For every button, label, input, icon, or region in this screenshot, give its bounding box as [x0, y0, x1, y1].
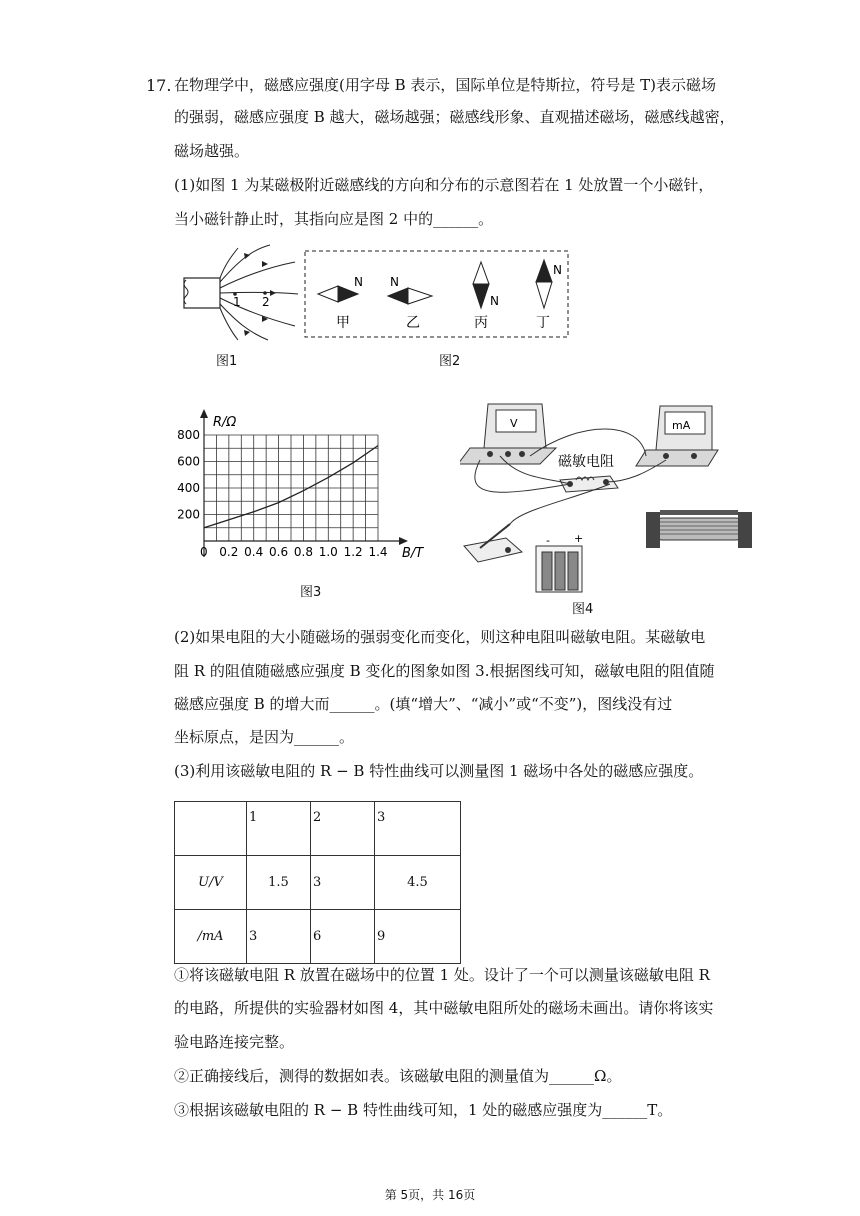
page-footer: 第 5页，共 16页	[384, 1188, 476, 1202]
intro-line-3: 磁场越强。	[174, 142, 250, 160]
table-row	[175, 910, 461, 964]
step1-line-1: ①将该磁敏电阻 R 放置在磁场中的位置 1 处。设计了一个可以测量该磁敏电阻 R	[174, 966, 710, 984]
x-tick-label: 0	[200, 545, 208, 559]
part1-line-1: (1)如图 1 为某磁极附近磁感线的方向和分布的示意图若在 1 处放置一个小磁针，	[174, 176, 714, 194]
svg-text:-: -	[546, 534, 550, 547]
table-cell	[175, 802, 247, 856]
part2-line-2: 阻 R 的阻值随磁感应强度 B 变化的图象如图 3.根据图线可知，磁敏电阻的阻值随	[174, 662, 715, 680]
svg-text:乙: 乙	[406, 315, 420, 331]
x-tick-label: 0.2	[219, 545, 239, 559]
x-tick-label: 1.0	[318, 545, 338, 559]
figure-2-compass-options	[304, 250, 569, 340]
x-axis-label: B/T	[402, 546, 424, 561]
figure-3-caption: 图3	[300, 585, 322, 600]
svg-text:mA: mA	[672, 419, 691, 432]
figure-3-rb-chart	[176, 405, 436, 565]
y-axis-label: R/Ω	[213, 415, 237, 430]
step2-line: ②正确接线后，测得的数据如表。该磁敏电阻的测量值为______Ω。	[174, 1067, 622, 1085]
measurement-table	[174, 801, 461, 964]
svg-text:甲: 甲	[336, 315, 350, 331]
table-cell: 1.5	[247, 856, 311, 910]
table-cell: 6	[311, 910, 375, 964]
wire-5	[510, 484, 610, 524]
table-cell: 3	[311, 856, 375, 910]
table-cell: 3	[247, 910, 311, 964]
table-header-row	[175, 802, 461, 856]
y-tick-label: 600	[177, 454, 200, 469]
figure-4-circuit-equipment	[460, 400, 760, 600]
rheostat	[646, 510, 752, 548]
x-axis-arrow	[399, 537, 408, 545]
svg-text:丁: 丁	[536, 315, 550, 331]
figure-2-caption: 图2	[439, 354, 461, 369]
y-axis-arrow	[200, 409, 208, 418]
intro-line-2: 的强弱，磁感应强度 B 越大，磁场越强；磁感线形象、直观描述磁场，磁感线越密，	[174, 108, 735, 126]
step1-line-3: 验电路连接完整。	[174, 1033, 295, 1051]
wire-1	[475, 460, 570, 492]
table-cell: 3	[375, 802, 461, 856]
table-row-label: U/V	[175, 856, 247, 910]
compass-option-bing	[473, 262, 499, 331]
part2-line-4: 坐标原点，是因为______。	[174, 728, 355, 746]
intro-line-1: 在物理学中，磁感应强度(用字母 B 表示，国际单位是特斯拉，符号是 T)表示磁场	[174, 76, 717, 94]
svg-text:N: N	[390, 275, 399, 289]
table-cell: 2	[311, 802, 375, 856]
ammeter	[636, 406, 718, 466]
compass-option-jia	[318, 275, 363, 331]
part3-line: (3)利用该磁敏电阻的 R − B 特性曲线可以测量图 1 磁场中各处的磁感应强度。	[174, 762, 704, 780]
switch	[464, 524, 522, 562]
part2-line-3: 磁感应强度 B 的增大而______。(填“增大”、“减小”或“不变”)，图线没有过	[174, 695, 673, 713]
table-cell: 1	[247, 802, 311, 856]
compass-option-ding	[536, 260, 562, 331]
figure-1-field-lines	[180, 240, 300, 345]
battery-pack	[536, 532, 583, 592]
svg-text:V: V	[510, 417, 518, 430]
svg-text:N: N	[490, 294, 499, 308]
table-cell: 9	[375, 910, 461, 964]
step3-line: ③根据该磁敏电阻的 R − B 特性曲线可知，1 处的磁感应强度为______T。	[174, 1101, 673, 1119]
x-tick-label: 0.4	[244, 545, 264, 559]
fig1-point-2: 2	[262, 295, 270, 309]
part2-line-1: (2)如果电阻的大小随磁场的强弱变化而变化，则这种电阻叫磁敏电阻。某磁敏电	[174, 628, 706, 646]
y-tick-label: 200	[177, 507, 200, 522]
figure-1-caption: 图1	[216, 354, 238, 369]
y-tick-label: 800	[177, 428, 200, 442]
x-tick-label: 0.8	[293, 545, 313, 559]
svg-text:+: +	[574, 532, 584, 545]
x-tick-label: 1.4	[368, 545, 388, 559]
figure-4-caption: 图4	[572, 602, 594, 617]
part1-line-2: 当小磁针静止时，其指向应是图 2 中的______。	[174, 210, 494, 228]
voltmeter	[460, 404, 556, 464]
fig1-point-1: 1	[233, 295, 241, 309]
table-row-label: /mA	[175, 910, 247, 964]
magnetoresistor-label: 磁敏电阻	[558, 454, 614, 470]
question-number: 17.	[146, 76, 172, 95]
table-row	[175, 856, 461, 910]
svg-text:N: N	[553, 263, 562, 277]
y-tick-label: 400	[177, 481, 200, 495]
svg-text:丙: 丙	[474, 315, 488, 331]
compass-option-yi	[388, 275, 432, 331]
table-cell: 4.5	[375, 856, 461, 910]
chart-grid	[204, 435, 378, 541]
x-tick-label: 0.6	[269, 545, 289, 559]
step1-line-2: 的电路，所提供的实验器材如图 4，其中磁敏电阻所处的磁场未画出。请你将该实	[174, 999, 714, 1017]
x-tick-label: 1.2	[343, 545, 363, 559]
svg-text:N: N	[354, 275, 363, 289]
